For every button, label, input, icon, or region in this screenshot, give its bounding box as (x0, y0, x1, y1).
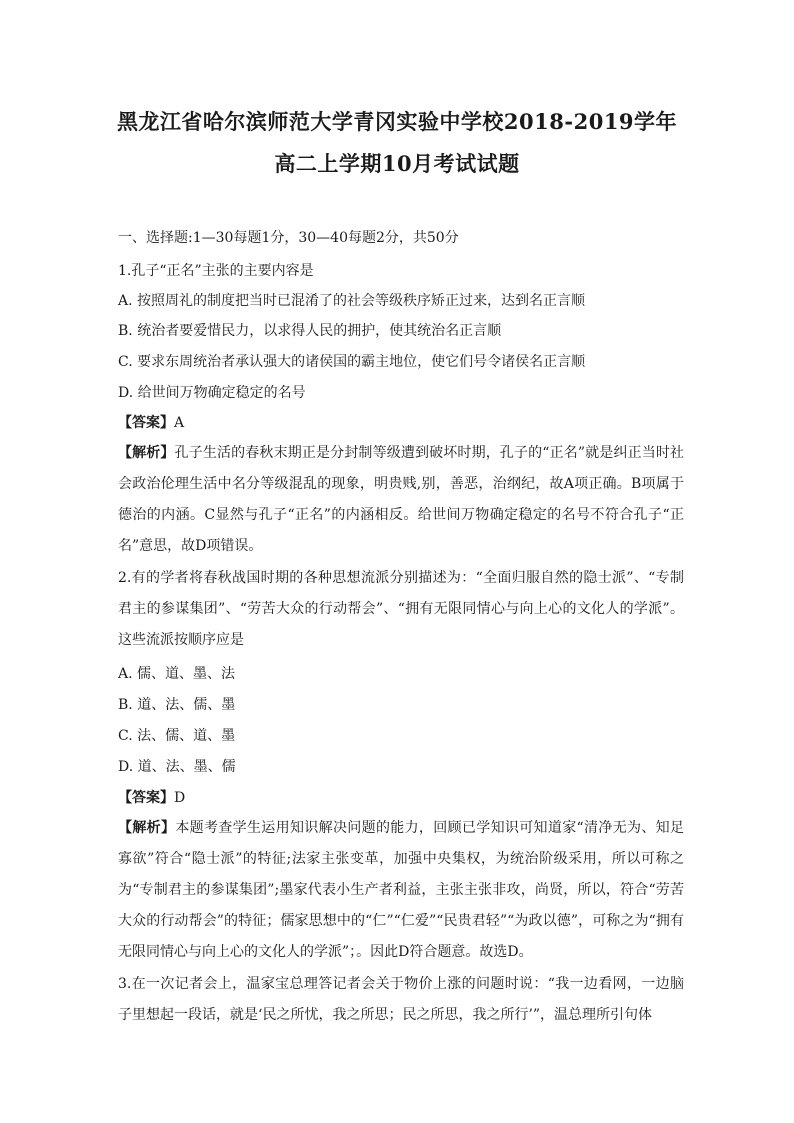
question-1-option-b: B. 统治者要爱惜民力，以求得人民的拥护，使其统治名正言顺 (118, 323, 502, 339)
analysis-text: 孔子生活的春秋末期正是分封制等级遭到破坏时期，孔子的“正名”就是纠正当时社会政治伦理生活中名分等级混乱的现象，明贵贱,别，善恶，治纲纪，故A项正确。B项属于德治的内涵。C显然与孔子“正名”的内涵相反。给世间万物确定稳定的名号不符合孔子“正名”意思，故D项错误。 (118, 445, 685, 554)
section-heading: 一、选择题:1—30每题1分，30—40每题2分，共50分 (118, 230, 459, 246)
question-1-answer (118, 414, 690, 432)
question-2-option-a: A. 儒、道、墨、法 (118, 666, 236, 682)
answer-tag: 【答案】 (118, 790, 174, 806)
question-1-option-d: D. 给世间万物确定稳定的名号 (118, 385, 306, 401)
answer-value: D (174, 790, 186, 806)
question-3-stem: 3.在一次记者会上，温家宝总理答记者会关于物价上涨的问题时说：“我一边看网，一边脑子里想起一段话，就是‘民之所忧，我之所思；民之所思，我之所行’”，温总理所引句体 (118, 976, 684, 1023)
question-1-option-a: A. 按照周礼的制度把当时已混淆了的社会等级秩序矫正过来，达到名正言顺 (118, 293, 586, 309)
analysis-tag: 【解析】 (118, 820, 176, 836)
analysis-tag: 【解析】 (118, 445, 175, 461)
question-2-option-b: B. 道、法、儒、墨 (118, 697, 236, 713)
question-1-analysis (118, 438, 684, 562)
question-2-option-c: C. 法、儒、道、墨 (118, 728, 236, 744)
document-title-line1: 黑龙江省哈尔滨师范大学青冈实验中学校2018-2019学年 (116, 109, 678, 134)
question-2-option-d: D. 道、法、墨、儒 (118, 759, 236, 775)
question-1-stem: 1.孔子“正名”主张的主要内容是 (118, 263, 314, 279)
question-1-option-c: C. 要求东周统治者承认强大的诸侯国的霸主地位，使它们号令诸侯名正言顺 (118, 354, 586, 370)
question-2-answer (118, 789, 690, 807)
analysis-text: 本题考查学生运用知识解决问题的能力，回顾已学知识可知道家“清净无为、知足寡欲”符合“隐士派”的特征;法家主张变革，加强中央集权，为统治阶级采用，所以可称之为“专制君主的参谋集团”;墨家代表小生产者利益，主张主张非攻，尚贤，所以，符合“劳苦大众的行动帮会”的特征；儒家思想中的“仁”“仁爱”“民贵君轻”“为政以德”，可称之为“拥有无限同情心与向上心的文化人的学派”；。因此D符合题意。故选D。 (118, 820, 685, 960)
question-2-stem: 2.有的学者将春秋战国时期的各种思想流派分别描述为：“全面归服自然的隐士派”、“专制君主的参谋集团”、“劳苦大众的行动帮会”、“拥有无限同情心与向上心的文化人的学派”。这些流派按顺序应是 (118, 570, 684, 648)
answer-value: A (174, 415, 185, 431)
question-2-analysis (118, 813, 684, 968)
answer-tag: 【答案】 (118, 415, 174, 431)
document-title-line2: 高二上学期10月考试试题 (274, 151, 520, 176)
